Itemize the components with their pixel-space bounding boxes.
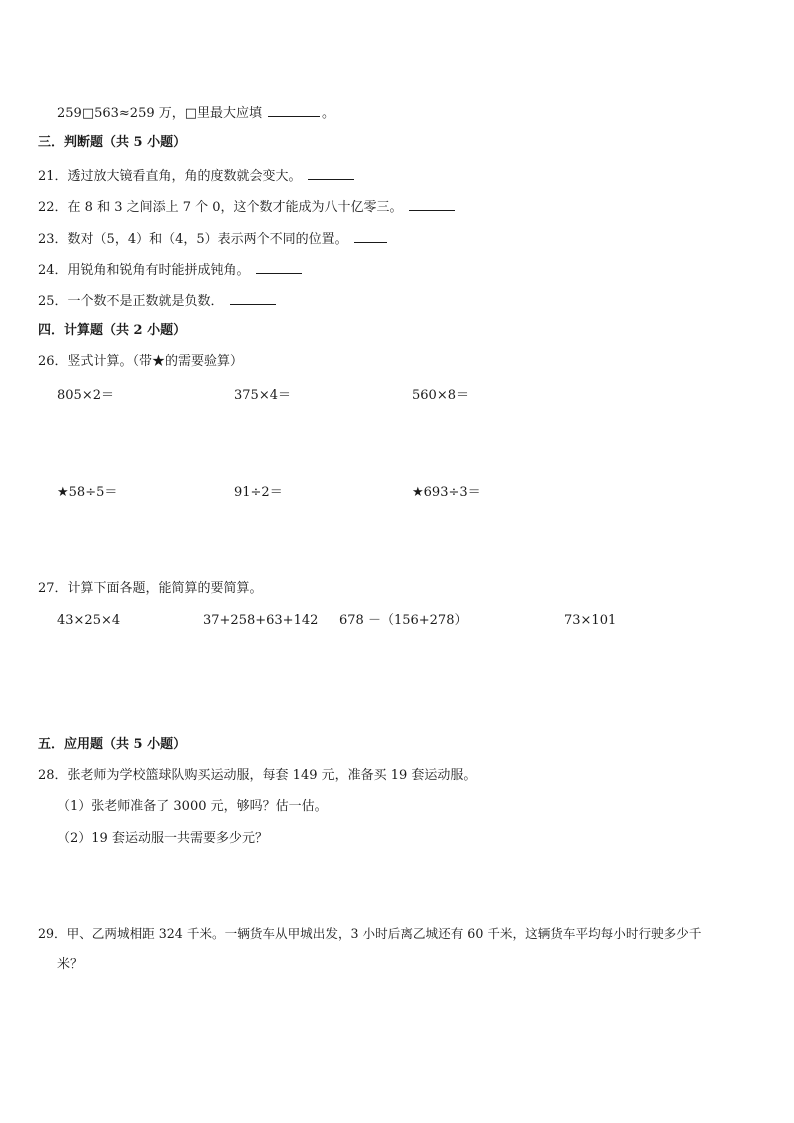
judge-answer-blank[interactable]	[409, 198, 455, 211]
judge-item-25	[38, 292, 276, 310]
judge-text: 23．数对（5，4）和（4，5）表示两个不同的位置。	[38, 232, 348, 247]
judge-text: 24．用锐角和锐角有时能拼成钝角。	[38, 263, 250, 278]
judge-answer-blank[interactable]	[256, 261, 302, 274]
judge-answer-blank[interactable]	[230, 292, 276, 305]
q26-expr: ★693÷3＝	[412, 485, 481, 500]
judge-text: 22．在 8 和 3 之间添上 7 个 0，这个数才能成为八十亿零三。	[38, 200, 403, 215]
section5-title: 五．应用题（共 5 小题）	[38, 737, 187, 752]
q28-sub2: （2）19 套运动服一共需要多少元？	[57, 831, 268, 846]
section4-title: 四．计算题（共 2 小题）	[38, 323, 187, 338]
judge-item-22	[38, 198, 455, 216]
q27-expr: 37+258+63+142	[203, 613, 319, 628]
q20-text: 259□563≈259 万，□里最大应填	[57, 106, 263, 121]
q29-line2: 米？	[57, 957, 84, 972]
judge-item-24	[38, 261, 302, 279]
q26-prompt: 26．竖式计算。（带★的需要验算）	[38, 354, 244, 369]
q29-line1: 29．甲、乙两城相距 324 千米。一辆货车从甲城出发，3 小时后离乙城还有 60 千米，这辆货车平均每小时行驶多少千	[38, 926, 702, 941]
q20-answer-blank[interactable]	[268, 104, 320, 117]
q26-expr: 560×8＝	[412, 388, 469, 403]
q26-expr: 91÷2＝	[234, 485, 283, 500]
judge-item-21	[38, 167, 354, 185]
q27-expr: 73×101	[564, 613, 617, 628]
section3-title: 三．判断题（共 5 小题）	[38, 135, 187, 150]
q26-expr: 805×2＝	[57, 388, 114, 403]
q28-sub1: （1）张老师准备了 3000 元，够吗？估一估。	[57, 799, 328, 814]
q27-expr: 43×25×4	[57, 613, 121, 628]
q26-expr: ★58÷5＝	[57, 485, 118, 500]
q20-end: 。	[322, 106, 336, 121]
q27-expr: 678 －（156+278）	[339, 613, 468, 628]
judge-item-23	[38, 230, 387, 248]
q20-line	[57, 104, 335, 122]
judge-text: 21．透过放大镜看直角，角的度数就会变大。	[38, 169, 302, 184]
judge-answer-blank[interactable]	[308, 167, 354, 180]
q28-prompt: 28．张老师为学校篮球队购买运动服，每套 149 元，准备买 19 套运动服。	[38, 768, 477, 783]
q26-expr: 375×4＝	[234, 388, 291, 403]
judge-answer-blank[interactable]	[354, 230, 387, 243]
q27-prompt: 27．计算下面各题，能简算的要简算。	[38, 581, 263, 596]
judge-text: 25．一个数不是正数就是负数．	[38, 294, 224, 309]
